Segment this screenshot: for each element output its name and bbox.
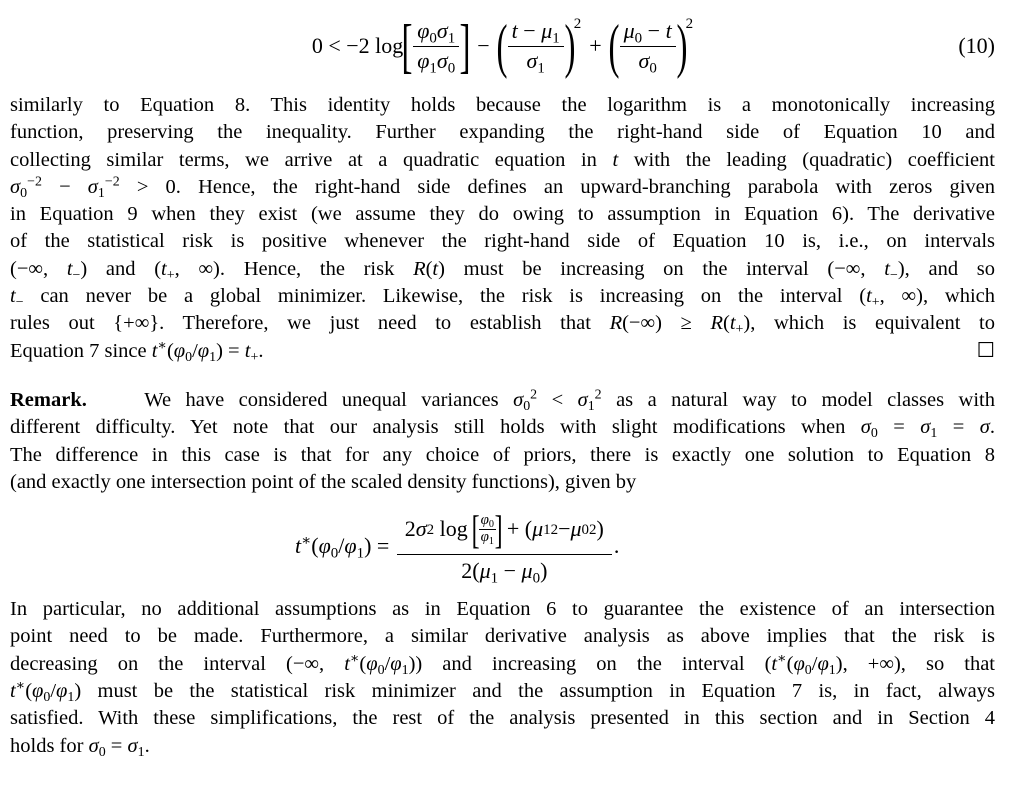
text-line: The difference in this case is that for any choice of priors, there is exactly one solution to Equation 8	[10, 443, 995, 466]
text-line: different difficulty. Yet note that our analysis still holds with slight modifications when $\sigma_0 = \sigma_1 = \sigma$.	[10, 416, 995, 442]
equation-tstar-body: $t^∗(\varphi_0/\varphi_1)$ = 2 σ 2 log [ $\frac{\varphi_0}{\varphi_1}$ ] + ( μ 1 2 − μ 0 2 ) $2(\mu_1 - \mu_0)$ .	[295, 506, 620, 587]
text-line: $\sigma_0^{-2} - \sigma_1^{-2} > 0$. Hence, the right-hand side defines an upward-branching parabola with zeros given	[10, 174, 995, 202]
equation-10-body: 0 < −2 log [ $\frac{\varphi_0\sigma_1}{\varphi_1\sigma_0}$ ] − ( $\frac{t - \mu_1}{\sigma_1}$ ) 2 + ( $\frac{\mu_0 - t}{\sigma_0}$ ) 2	[311, 13, 694, 79]
paper-page	[10, 0, 995, 760]
text-line: similarly to Equation 8. This identity holds because the logarithm is a monotonically increasing	[10, 94, 995, 116]
text-line: satisfied. With these simplifications, the rest of the analysis presented in this section and in Section 4	[10, 707, 995, 730]
text-line: function, preserving the inequality. Further expanding the right-hand side of Equation 10 and	[10, 121, 995, 144]
text-line: Remark. We have considered unequal variances $\sigma_0^2 < \sigma_1^2$ as a natural way to model classes with	[10, 387, 995, 415]
text-line: $t^∗(\varphi_0/\varphi_1)$ must be the statistical risk minimizer and the assumption in Equation 7 is, in fact, always	[10, 678, 995, 706]
equation-tstar	[10, 496, 995, 596]
text-line: decreasing on the interval (−∞, $t^∗(\varphi_0/\varphi_1)$) and increasing on the interval ($t^∗(\varphi_0/\varphi_1)$, +∞), so that	[10, 651, 995, 678]
proof-paragraph	[10, 92, 995, 365]
text-line: (−∞, $t_-$) and ($t_+$, ∞). Hence, the risk R(t) must be increasing on the interval (−∞, $t_-$), and so	[10, 257, 995, 283]
text-line: point need to be made. Furthermore, a similar derivative analysis as above implies that the risk is	[10, 625, 995, 648]
conclusion-paragraph	[10, 596, 995, 760]
equation-10	[10, 0, 995, 92]
text-line: $t_-$ can never be a global minimizer. Likewise, the risk is increasing on the interval ($t_+$, ∞), which	[10, 285, 995, 311]
remark-paragraph	[10, 387, 995, 496]
text-line: (and exactly one intersection point of the scaled density functions), given by	[10, 470, 637, 493]
qed-icon: ☐	[976, 339, 995, 362]
text-line: Equation 7 since $t^∗(\varphi_0/\varphi_1) = t_+$. ☐	[10, 338, 995, 365]
text-line: rules out {+∞}. Therefore, we just need to establish that $R(-\infty) \ge R(t_+)$, which is equivalent to	[10, 312, 995, 338]
equation-number: (10)	[958, 33, 995, 58]
text-line: of the statistical risk is positive whenever the right-hand side of Equation 10 is, i.e., on intervals	[10, 230, 995, 253]
text-line: collecting similar terms, we arrive at a quadratic equation in t with the leading (quadratic) coefficient	[10, 148, 996, 171]
text-line: holds for $\sigma_0 = \sigma_1$.	[10, 734, 150, 760]
text-line: In particular, no additional assumptions as in Equation 6 to guarantee the existence of an intersection	[10, 598, 995, 621]
remark-heading: Remark.	[10, 388, 87, 411]
text-line: in Equation 9 when they exist (we assume they do owing to assumption in Equation 6). The derivative	[10, 203, 995, 226]
